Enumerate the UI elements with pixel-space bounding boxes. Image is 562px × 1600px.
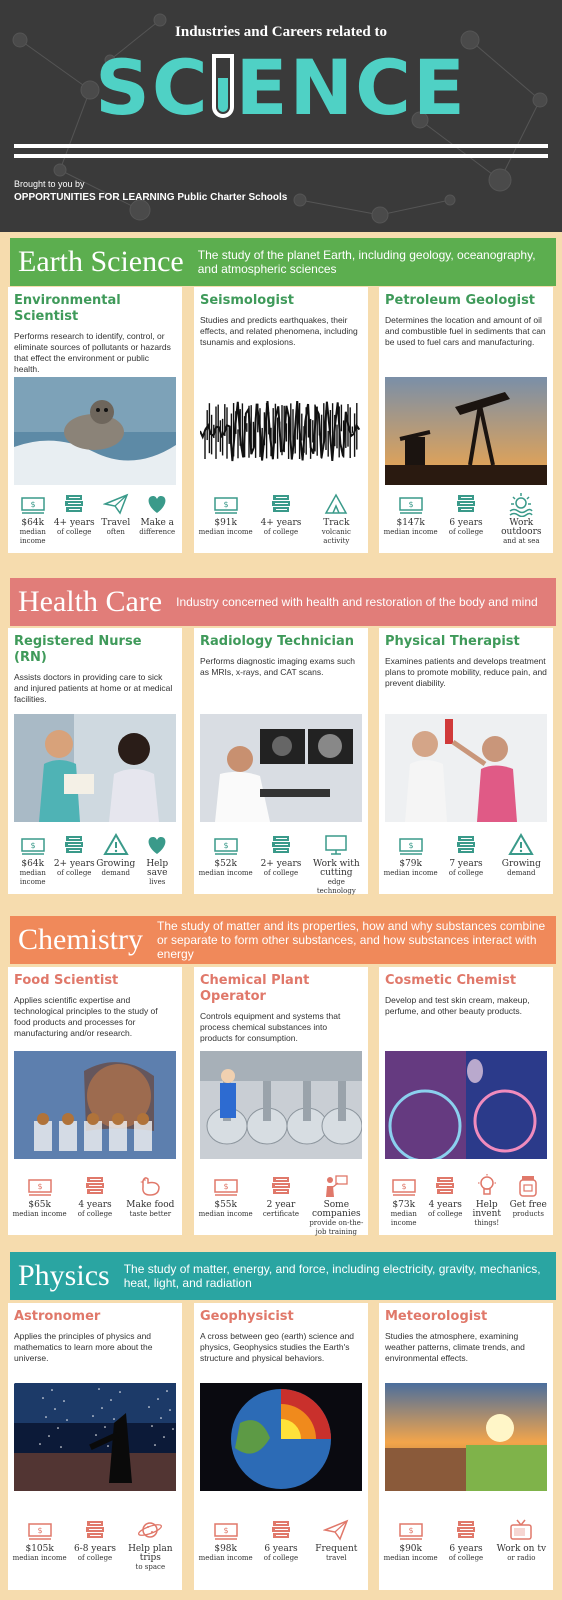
- stat-label: products: [512, 1210, 544, 1218]
- stat-label: of college: [57, 869, 92, 877]
- career-photo: [385, 1383, 547, 1491]
- stat-item: [123, 1517, 178, 1572]
- svg-text:$: $: [223, 1526, 229, 1535]
- stat-value: $90k: [399, 1544, 422, 1554]
- career-card: [379, 967, 553, 1235]
- stat-item: [12, 491, 54, 546]
- stat-value: 4 years: [78, 1200, 112, 1210]
- career-card: [194, 1303, 368, 1590]
- career-photo: [200, 377, 362, 485]
- career-photo: [14, 1383, 176, 1491]
- career-stats: [383, 491, 549, 546]
- career-desc: Develop and test skin cream, makeup, perfume, and other beauty products.: [385, 995, 530, 1016]
- money-icon: [213, 1517, 239, 1543]
- jar-icon: [515, 1173, 541, 1199]
- section-band-3: [10, 1252, 556, 1300]
- chicken-icon: [137, 1173, 163, 1199]
- section-name: Physics: [18, 1259, 110, 1292]
- org-name: OPPORTUNITIES FOR LEARNING Public Charter Schools: [14, 192, 288, 203]
- career-title: Meteorologist: [385, 1309, 488, 1324]
- career-desc: Controls equipment and systems that process chemical substances into products for consumption.: [200, 1011, 341, 1043]
- stat-label: of college: [77, 1210, 113, 1218]
- books-icon: [61, 832, 87, 858]
- career-stats: [12, 832, 178, 887]
- stat-value: Make food: [126, 1200, 175, 1210]
- heart-icon: [144, 491, 170, 517]
- stat-item: [383, 1517, 438, 1563]
- section-name: Chemistry: [18, 923, 143, 956]
- career-card: [194, 287, 368, 553]
- career-title: Environmental Scientist: [14, 293, 121, 324]
- section-name: Health Care: [18, 585, 163, 618]
- books-icon: [268, 832, 294, 858]
- stat-value: Get free: [509, 1200, 547, 1210]
- career-desc: Performs diagnostic imaging exams such as MRIs, x-rays, and CAT scans.: [200, 656, 355, 677]
- stat-value: Make a: [140, 518, 175, 528]
- career-photo: [385, 1051, 547, 1159]
- brought-by: Brought to you by: [14, 179, 85, 189]
- career-title: Petroleum Geologist: [385, 293, 536, 308]
- stat-label: median income: [383, 1554, 438, 1562]
- career-desc: Applies scientific expertise and technological principles to the study of food products and processes for manufacturing and/or research.: [14, 995, 158, 1038]
- career-desc: Applies the principles of physics and mathematics to learn more about the universe.: [14, 1331, 153, 1363]
- stat-label: of college: [57, 528, 92, 536]
- career-stats: [383, 1173, 549, 1228]
- stat-item: [466, 1173, 508, 1228]
- stat-value: Help invent: [472, 1200, 501, 1219]
- stat-item: [95, 491, 137, 546]
- money-icon: [27, 1517, 53, 1543]
- warning-icon: [103, 832, 129, 858]
- stat-label: median income: [383, 528, 438, 536]
- career-desc: Performs research to identify, control, or eliminate sources of pollutants or hazards that effect the environment or public health.: [14, 331, 171, 374]
- stat-label: of college: [263, 869, 299, 877]
- stat-label: things!: [474, 1219, 500, 1227]
- books-icon: [268, 491, 294, 517]
- monitor-icon: [323, 832, 349, 858]
- career-stats: [383, 832, 549, 878]
- stat-value: 6 years: [449, 518, 483, 528]
- stat-item: [383, 1173, 425, 1228]
- header: [0, 0, 562, 232]
- stat-item: [198, 1173, 253, 1237]
- svg-text:$: $: [30, 500, 36, 509]
- stat-item: [198, 1517, 253, 1563]
- career-card: [379, 287, 553, 553]
- stat-item: [438, 491, 493, 546]
- stat-value: 4+ years: [53, 518, 95, 528]
- stat-label: median income: [198, 528, 253, 536]
- stat-value: Help save: [146, 859, 169, 878]
- stat-label: of college: [77, 1554, 113, 1562]
- career-photo: [385, 377, 547, 485]
- stat-item: [494, 491, 549, 546]
- stat-value: $98k: [214, 1544, 237, 1554]
- svg-text:$: $: [223, 1182, 229, 1191]
- stat-value: Help plan trips: [128, 1544, 173, 1563]
- stat-label: edge technology: [316, 878, 356, 895]
- career-stats: [198, 1173, 364, 1237]
- credits: [14, 178, 287, 204]
- stat-item: [438, 832, 493, 878]
- career-desc: A cross between geo (earth) science and physics, Geophysics studies the Earth's structure and physical behaviors.: [200, 1331, 355, 1363]
- stat-label: of college: [428, 1210, 463, 1218]
- stat-value: 4+ years: [260, 518, 302, 528]
- section-band-1: [10, 578, 556, 626]
- section-desc: Industry concerned with health and restoration of the body and mind: [176, 595, 538, 609]
- career-photo: [200, 1383, 362, 1491]
- career-desc: Studies the atmosphere, examining weather patterns, climate trends, and environmental effects.: [385, 1331, 525, 1363]
- stat-value: $64k: [21, 859, 45, 869]
- career-card: [379, 628, 553, 894]
- money-icon: [398, 1517, 424, 1543]
- stat-item: [309, 1517, 364, 1563]
- stat-item: [137, 832, 179, 887]
- stat-value: Some companies: [311, 1200, 361, 1219]
- money-icon: [398, 832, 424, 858]
- stat-item: [253, 1517, 308, 1563]
- money-icon: [27, 1173, 53, 1199]
- section-band-2: [10, 916, 556, 964]
- stat-item: [253, 491, 308, 546]
- career-photo: [385, 714, 547, 822]
- stat-item: [438, 1517, 493, 1563]
- stat-value: $147k: [396, 518, 425, 528]
- stat-label: lives: [149, 878, 166, 886]
- section-name: Earth Science: [18, 245, 184, 278]
- stat-item: [123, 1173, 178, 1219]
- career-stats: [12, 1517, 178, 1572]
- stat-value: $52k: [214, 859, 237, 869]
- stat-value: Frequent: [315, 1544, 358, 1554]
- stat-item: [95, 832, 137, 887]
- science-title: [0, 43, 562, 132]
- stat-item: [137, 491, 179, 546]
- stat-value: Travel: [101, 518, 131, 528]
- career-card: [379, 1303, 553, 1590]
- career-title: Registered Nurse (RN): [14, 634, 142, 665]
- stat-value: Work outdoors: [501, 518, 542, 537]
- stat-value: Work on tv: [496, 1544, 547, 1554]
- tent-icon: [323, 491, 349, 517]
- career-title: Cosmetic Chemist: [385, 973, 517, 988]
- tv-icon: [508, 1517, 534, 1543]
- stat-item: [309, 491, 364, 546]
- stat-item: [12, 832, 54, 887]
- stat-item: [12, 1173, 67, 1219]
- heart-icon: [144, 832, 170, 858]
- career-desc: Assists doctors in providing care to sick and injured patients at home or at medical facilities.: [14, 672, 173, 704]
- svg-text:$: $: [30, 841, 36, 850]
- career-title: Geophysicist: [200, 1309, 294, 1324]
- stat-label: median income: [12, 1554, 67, 1562]
- career-card: [194, 967, 368, 1235]
- stat-label: of college: [448, 1554, 484, 1562]
- stat-item: [67, 1173, 122, 1219]
- section-desc: The study of the planet Earth, including geology, oceanography, and atmospheric sciences: [197, 248, 536, 276]
- money-icon: [213, 1173, 239, 1199]
- stat-value: $64k: [21, 518, 45, 528]
- stat-label: travel: [325, 1554, 347, 1562]
- stat-label: volcanic activity: [321, 528, 351, 545]
- career-photo: [200, 1051, 362, 1159]
- stat-label: median income: [390, 1210, 417, 1227]
- stat-item: [494, 1517, 549, 1563]
- career-stats: [198, 832, 364, 896]
- stat-item: [309, 1173, 364, 1237]
- books-icon: [268, 1517, 294, 1543]
- career-title: Chemical Plant Operator: [200, 973, 310, 1004]
- books-icon: [82, 1173, 108, 1199]
- stat-item: [67, 1517, 122, 1572]
- career-title: Radiology Technician: [200, 634, 354, 649]
- career-photo: [14, 714, 176, 822]
- stat-label: difference: [139, 528, 176, 536]
- career-card: [8, 287, 182, 553]
- money-icon: [398, 491, 424, 517]
- stat-label: median income: [19, 869, 46, 886]
- career-card: [194, 628, 368, 894]
- stat-label: certificate: [262, 1210, 300, 1218]
- paper-plane-icon: [323, 1517, 349, 1543]
- stat-item: [508, 1173, 550, 1228]
- stat-value: 6 years: [449, 1544, 483, 1554]
- career-stats: [198, 491, 364, 546]
- header-subtitle: Industries and Careers related to: [175, 24, 387, 40]
- section-desc: The study of matter, energy, and force, including electricity, gravity, mechanics, heat, light, and radiation: [123, 1262, 541, 1290]
- career-title: Astronomer: [14, 1309, 101, 1324]
- stat-label: median income: [12, 1210, 67, 1218]
- career-stats: [198, 1517, 364, 1563]
- career-desc: Examines patients and develops treatment plans to promote mobility, reduce pain, and prevent diability.: [385, 656, 547, 688]
- stat-label: median income: [198, 1210, 253, 1218]
- stat-label: median income: [383, 869, 438, 877]
- stat-value: $91k: [214, 518, 237, 528]
- career-desc: Determines the location and amount of oil and combustible fuel in sediments that can be used to fuel cars and manufacturing.: [385, 315, 546, 347]
- stat-label: often: [106, 528, 125, 536]
- stat-item: [54, 491, 96, 546]
- planet-icon: [137, 1517, 163, 1543]
- svg-text:$: $: [408, 500, 414, 509]
- stat-item: [425, 1173, 467, 1228]
- stat-item: [494, 832, 549, 878]
- stat-value: $65k: [28, 1200, 51, 1210]
- career-card: [8, 1303, 182, 1590]
- stat-value: Growing: [501, 859, 541, 869]
- career-card: [8, 967, 182, 1235]
- divider: [14, 154, 548, 158]
- career-stats: [383, 1517, 549, 1563]
- stat-label: taste better: [129, 1210, 172, 1218]
- stat-label: median income: [198, 1554, 253, 1562]
- svg-text:$: $: [408, 841, 414, 850]
- stat-item: [54, 832, 96, 887]
- stat-value: Track: [323, 518, 350, 528]
- career-title: Food Scientist: [14, 973, 119, 988]
- stat-value: $55k: [214, 1200, 237, 1210]
- divider: [14, 144, 548, 148]
- svg-text:$: $: [401, 1182, 407, 1191]
- stat-value: 2+ years: [53, 859, 95, 869]
- teacher-icon: [323, 1173, 349, 1199]
- stat-value: Growing: [96, 859, 136, 869]
- money-icon: [213, 832, 239, 858]
- stat-value: Work with cutting: [312, 859, 360, 878]
- stat-label: to space: [135, 1563, 166, 1571]
- stat-item: [253, 832, 308, 896]
- money-icon: [391, 1173, 417, 1199]
- stat-value: 7 years: [449, 859, 483, 869]
- stat-label: of college: [448, 528, 484, 536]
- stat-value: $79k: [399, 859, 422, 869]
- career-photo: [14, 377, 176, 485]
- stat-label: demand: [507, 869, 536, 877]
- stat-label: of college: [448, 869, 484, 877]
- paper-plane-icon: [103, 491, 129, 517]
- books-icon: [268, 1173, 294, 1199]
- stat-label: median income: [198, 869, 253, 877]
- section-band-0: [10, 238, 556, 286]
- money-icon: [20, 832, 46, 858]
- stat-value: $105k: [25, 1544, 54, 1554]
- warning-icon: [508, 832, 534, 858]
- stat-item: [198, 491, 253, 546]
- stat-item: [198, 832, 253, 896]
- stat-label: and at sea: [503, 537, 540, 545]
- stat-value: 6 years: [264, 1544, 298, 1554]
- bulb-icon: [474, 1173, 500, 1199]
- money-icon: [20, 491, 46, 517]
- career-photo: [14, 1051, 176, 1159]
- stat-label: or radio: [507, 1554, 536, 1562]
- books-icon: [61, 491, 87, 517]
- stat-item: [253, 1173, 308, 1237]
- svg-text:$: $: [223, 841, 229, 850]
- stat-value: 2 year: [266, 1200, 296, 1210]
- career-title: Physical Therapist: [385, 634, 520, 649]
- stat-value: $73k: [392, 1200, 416, 1210]
- svg-text:$: $: [37, 1526, 43, 1535]
- stat-item: [383, 491, 438, 546]
- career-stats: [12, 1173, 178, 1219]
- stat-item: [309, 832, 364, 896]
- stat-label: median income: [19, 528, 46, 545]
- books-icon: [82, 1517, 108, 1543]
- books-icon: [453, 491, 479, 517]
- stat-value: 6-8 years: [73, 1544, 117, 1554]
- stat-item: [383, 832, 438, 878]
- stat-item: [12, 1517, 67, 1572]
- science-title-right: ENCE: [235, 43, 467, 132]
- svg-text:$: $: [408, 1526, 414, 1535]
- books-icon: [453, 832, 479, 858]
- money-icon: [213, 491, 239, 517]
- books-icon: [432, 1173, 458, 1199]
- career-stats: [12, 491, 178, 546]
- test-tube-icon: [212, 54, 234, 118]
- career-title: Seismologist: [200, 293, 294, 308]
- stat-label: of college: [263, 1554, 299, 1562]
- career-desc: Studies and predicts earthquakes, their effects, and related phenomena, including tsunamis and explosions.: [200, 315, 358, 347]
- stat-label: of college: [263, 528, 299, 536]
- stat-label: demand: [101, 869, 130, 877]
- science-title-left: SC: [95, 43, 210, 132]
- books-icon: [453, 1517, 479, 1543]
- section-desc: The study of matter and its properties, how and why substances combine or separate to form other substances, and how substances interact with energy: [157, 919, 546, 961]
- stat-value: 4 years: [428, 1200, 462, 1210]
- sun-icon: [508, 491, 534, 517]
- stat-label: provide on-the-job training: [309, 1219, 364, 1236]
- career-card: [8, 628, 182, 894]
- stat-value: 2+ years: [260, 859, 302, 869]
- svg-text:$: $: [223, 500, 229, 509]
- career-photo: [200, 714, 362, 822]
- svg-text:$: $: [37, 1182, 43, 1191]
